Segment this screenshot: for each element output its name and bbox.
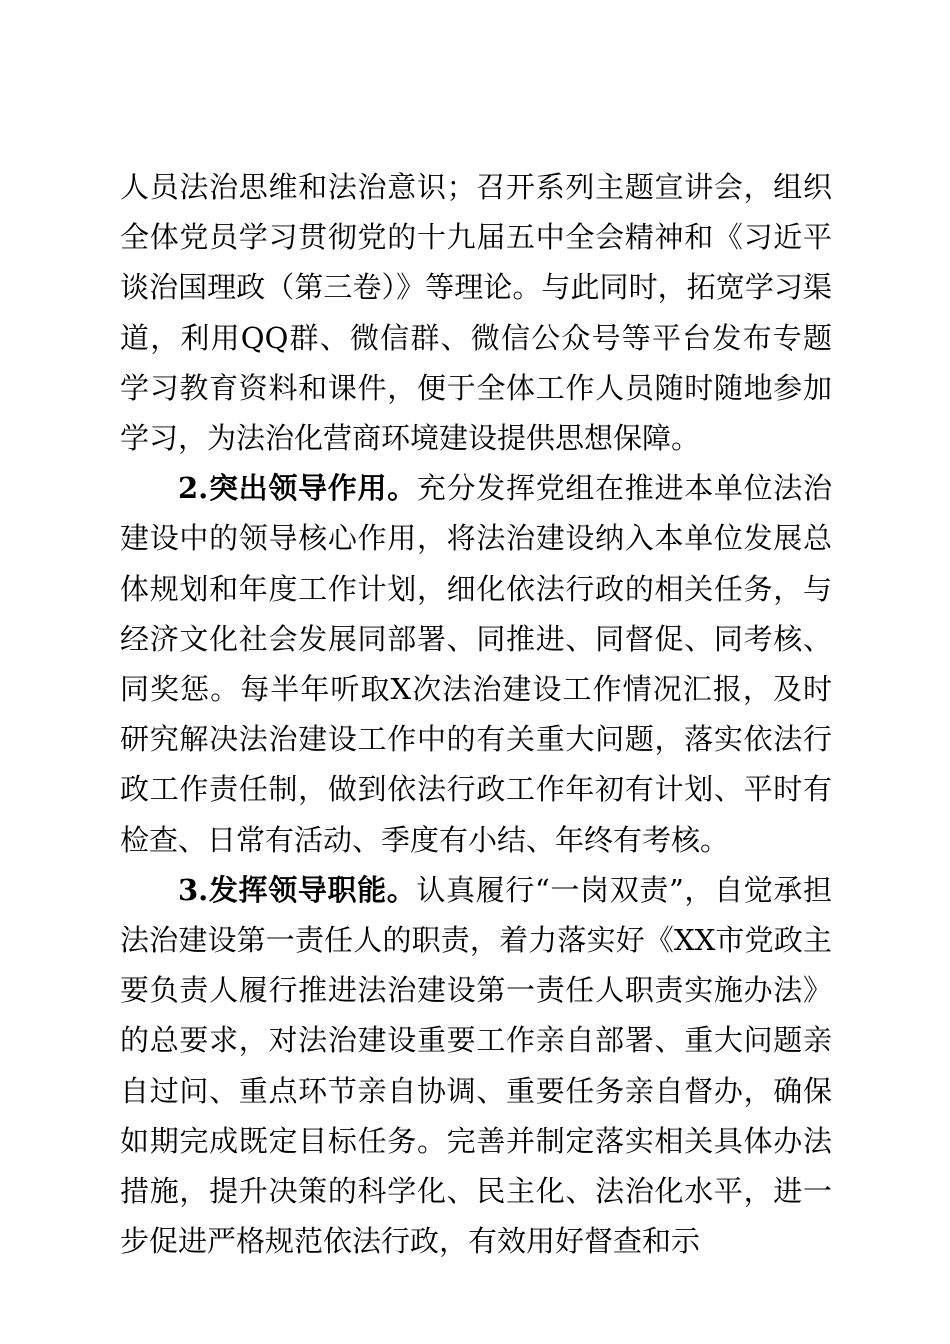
paragraph-heading: 3.发挥领导职能。 xyxy=(178,872,417,907)
paragraph-heading: 2.突出领导作用。 xyxy=(178,471,417,506)
paragraph-body: 认真履行“一岗双责”，自觉承担法治建设第一责任人的职责，着力落实好《XX市党政主要负责人履行推进法治建设第一责任人职责实施办法》的总要求，对法治建设重要工作亲自部署、重大问题亲自过问、重点环节亲自协调、重要任务亲自督办，确保如期完成既定目标任务。完善并制定落实相关具体办法措施，提升决策的科学化、民主化、法治化水平，进一步促进严格规范依法行政，有效用好督查和示 xyxy=(120,872,832,1259)
document-page xyxy=(120,162,832,1266)
paragraph-1 xyxy=(120,162,832,463)
paragraph-2 xyxy=(120,463,832,865)
paragraph-body: 人员法治思维和法治意识；召开系列主题宣讲会，组织全体党员学习贯彻党的十九届五中全会精神和《习近平谈治国理政（第三卷）》等理论。与此同时，拓宽学习渠道，利用QQ群、微信群、微信公众号等平台发布专题学习教育资料和课件，便于全体工作人员随时随地参加学习，为法治化营商环境建设提供思想保障。 xyxy=(120,170,832,456)
paragraph-body: 充分发挥党组在推进本单位法治建设中的领导核心作用，将法治建设纳入本单位发展总体规划和年度工作计划，细化依法行政的相关任务，与经济文化社会发展同部署、同推进、同督促、同考核、同奖惩。每半年听取X次法治建设工作情况汇报，及时研究解决法治建设工作中的有关重大问题，落实依法行政工作责任制，做到依法行政工作年初有计划、平时有检查、日常有活动、季度有小结、年终有考核。 xyxy=(120,471,832,857)
paragraph-3 xyxy=(120,865,832,1267)
